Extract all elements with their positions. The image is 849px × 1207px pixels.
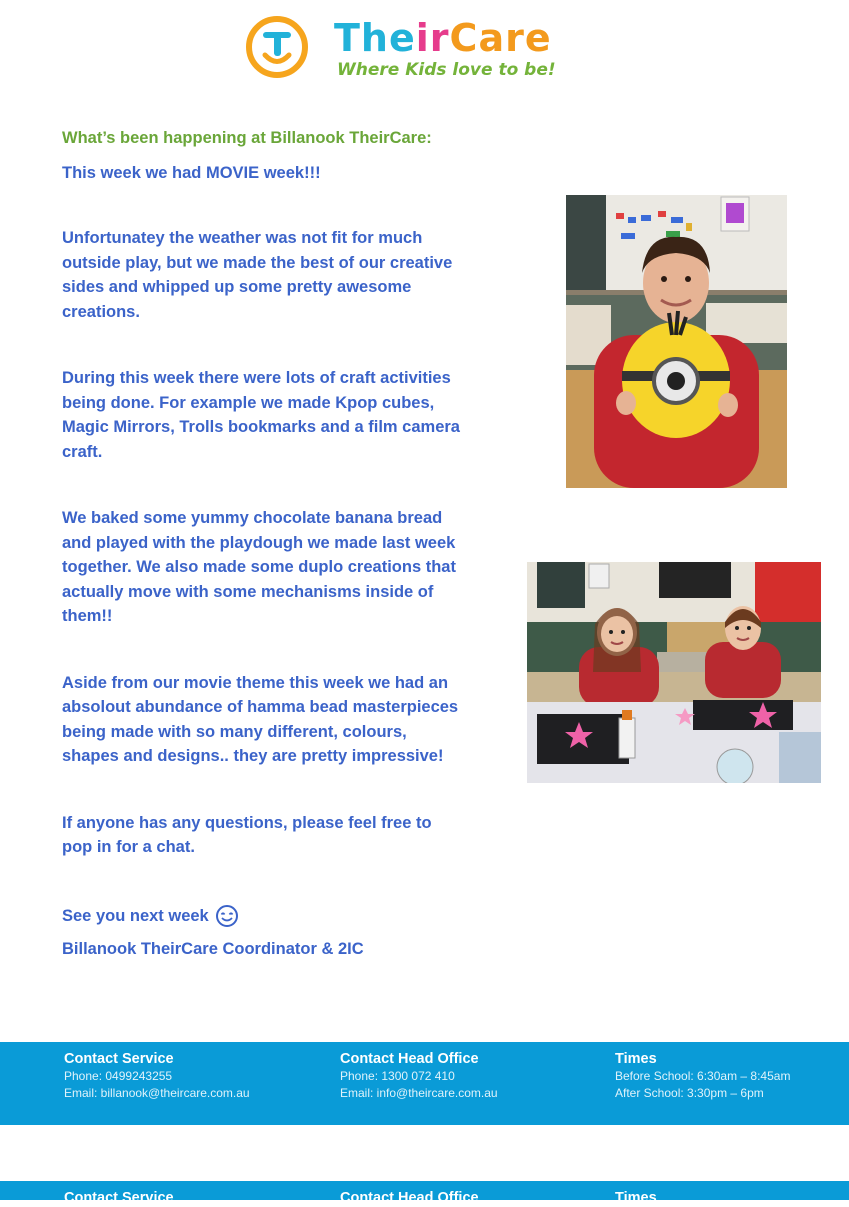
photo-minion-craft xyxy=(566,195,787,488)
brand-letter: a xyxy=(478,16,506,60)
times-block xyxy=(615,1050,795,1101)
contact-service-title: Contact Service xyxy=(64,1051,174,1067)
newsletter-article xyxy=(62,126,462,962)
brand-letter: e xyxy=(388,16,416,60)
contact-service-title-repeat: Contact Service xyxy=(64,1190,174,1206)
before-school-times: Before School: 6:30am – 8:45am xyxy=(615,1069,791,1083)
article-heading: What’s been happening at Billanook TheirCare: xyxy=(62,129,432,147)
times-title: Times xyxy=(615,1051,657,1067)
brand-tagline: Where Kids love to be! xyxy=(337,60,556,80)
paragraph-weather: Unfortunatey the weather was not fit for much outside play, but we made the best of our creative sides and whipped up some pretty awesome creations. xyxy=(62,229,453,321)
paragraph-crafts: During this week there were lots of craft activities being done. For example we made Kpop cubes, Magic Mirrors, Trolls bookmarks and a film camera craft. xyxy=(62,369,460,461)
signoff-text: See you next week xyxy=(62,906,209,925)
brand-letter: r xyxy=(429,16,450,60)
theircare-logo-mark-icon xyxy=(244,14,312,78)
contact-footer xyxy=(0,1042,849,1125)
after-school-times: After School: 3:30pm – 6pm xyxy=(615,1085,764,1100)
brand-letter: h xyxy=(360,16,389,60)
contact-service-block-repeat xyxy=(64,1189,174,1207)
contact-service-block xyxy=(64,1050,250,1101)
paragraph-hamma-beads: Aside from our movie theme this week we had an absolout abundance of hamma bead masterpieces being made with so many different, colours, shapes and designs.. they are pretty impressive! xyxy=(62,673,459,765)
brand-letter: T xyxy=(334,16,361,60)
paragraph-questions: If anyone has any questions, please feel free to pop in for a chat. xyxy=(62,813,432,856)
signature: Billanook TheirCare Coordinator & 2IC xyxy=(62,940,364,958)
head-office-email[interactable]: Email: info@theircare.com.au xyxy=(340,1085,498,1100)
service-phone: Phone: 0499243255 xyxy=(64,1069,173,1083)
brand-name xyxy=(334,16,552,60)
smiling-face-icon xyxy=(215,904,239,928)
head-office-title-repeat: Contact Head Office xyxy=(340,1190,479,1206)
paragraph-baking: We baked some yummy chocolate banana bread and played with the playdough we made last week together. We also made some duplo creations that actually move with some mechanisms inside of them!! xyxy=(62,509,456,625)
contact-footer-repeat xyxy=(0,1181,849,1206)
photo-handprint-craft xyxy=(527,562,821,783)
theircare-logo xyxy=(244,14,574,82)
times-title-repeat: Times xyxy=(615,1190,657,1206)
brand-letter: C xyxy=(449,16,479,60)
service-email[interactable]: Email: billanook@theircare.com.au xyxy=(64,1085,250,1100)
contact-head-office-block xyxy=(340,1050,498,1101)
week-title: This week we had MOVIE week!!! xyxy=(62,163,321,182)
signoff-line xyxy=(62,904,462,929)
brand-letter: r xyxy=(505,16,525,60)
brand-letter: i xyxy=(415,16,430,60)
contact-head-office-block-repeat xyxy=(340,1189,479,1207)
times-block-repeat xyxy=(615,1189,795,1207)
head-office-title: Contact Head Office xyxy=(340,1051,479,1067)
head-office-phone: Phone: 1300 072 410 xyxy=(340,1069,455,1083)
brand-letter: e xyxy=(524,16,552,60)
